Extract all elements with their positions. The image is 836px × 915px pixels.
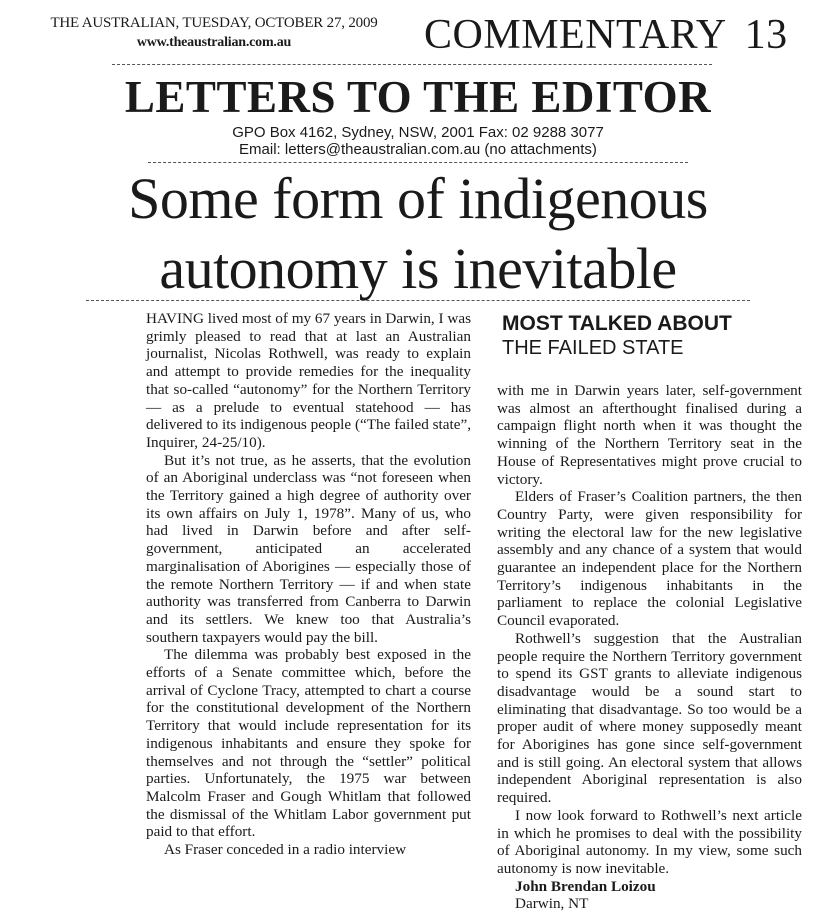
- most-talked-about-box: [502, 312, 732, 360]
- rule-top: [112, 64, 712, 65]
- letter-column-1: [146, 310, 471, 859]
- contact-email[interactable]: Email: letters@theaustralian.com.au (no attachments): [239, 141, 597, 158]
- masthead: [14, 14, 414, 52]
- letter-paragraph: The dilemma was probably best exposed in the efforts of a Senate committee which, before the arrival of Cyclone Tracy, attempted to chart a course for the constitutional development of the Northern Territory that would include representation for its indigenous inhabitants and ensure they spoke for themselves and not through the “settler” political parties. Unfortunately, the 1975 war between Malcolm Fraser and Gough Whitlam that followed the dismissal of the Whitlam Labor government put paid to that effort.: [146, 646, 471, 841]
- contact-postal-fax: GPO Box 4162, Sydney, NSW, 2001 Fax: 02 9288 3077: [232, 124, 604, 141]
- letter-paragraph: with me in Darwin years later, self-government was almost an afterthought finalised during a campaign flight north when it was thought the winning of the Northern Territory seat in the House of Representatives might prove crucial to victory.: [497, 382, 802, 488]
- letter-column-2: [497, 382, 802, 913]
- page-number: 13: [744, 12, 788, 58]
- letter-paragraph: As Fraser conceded in a radio interview: [164, 841, 407, 859]
- contact-block: [0, 124, 836, 158]
- letter-paragraph: HAVING lived most of my 67 years in Darwin, I was grimly pleased to read that at last an Australian journalist, Nicolas Rothwell, was ready to explain and attempt to provide remedies for the inequality that so-called “autonomy” for the Northern Territory — as a prelude to eventual statehood — has delivered to its indigenous people (“The failed state”, Inquirer, 24-25/10).: [146, 310, 471, 451]
- letter-paragraph: But it’s not true, as he asserts, that the evolution of an Aboriginal underclass was “not foreseen when the Territory gained a high degree of authority over its own affairs on July 1, 1978”. Many of us, who had lived in Darwin before and after self-government, anticipated an accelerated marginalisation of Aborigines — especially those of the remote Northern Territory — if and when state authority was transferred from Canberra to Darwin and its settlers. We knew too that Australia’s southern taxpayers would pay the bill.: [146, 451, 471, 646]
- letter-paragraph: Rothwell’s suggestion that the Australian people require the Northern Territory government to spend its GST grants to alleviate indigenous disadvantage would be a sound start to eliminating that disadvantage. So too would be a proper audit of where money supposedly meant for Aborigines has gone since self-government and is still going. An electoral system that allows independent Aboriginal representation is also required.: [497, 629, 802, 807]
- letters-title: LETTERS TO THE EDITOR: [124, 72, 712, 122]
- rule-contact: [148, 162, 688, 163]
- masthead-url[interactable]: www.theaustralian.com.au: [136, 35, 292, 50]
- most-talked-subject: THE FAILED STATE: [502, 337, 684, 359]
- headline: [0, 164, 836, 304]
- section-title: COMMENTARY: [424, 12, 727, 58]
- rule-headline: [86, 300, 750, 301]
- headline-line-2: autonomy is inevitable: [159, 236, 677, 301]
- letter-author: John Brendan Loizou: [515, 877, 656, 895]
- letter-paragraph: I now look forward to Rothwell’s next article in which he promises to deal with the possibility of Aboriginal autonomy. In my view, some such autonomy is now inevitable.: [497, 806, 802, 877]
- masthead-date-line: THE AUSTRALIAN, TUESDAY, OCTOBER 27, 2009: [50, 15, 378, 31]
- letter-paragraph: Elders of Fraser’s Coalition partners, the then Country Party, were given responsibility for writing the electoral law for the new legislative assembly and any chance of a system that would guarantee an independent place for the Northern Territory’s indigenous inhabitants in the parliament to replace the colonial Legislative Council evaporated.: [497, 488, 802, 630]
- most-talked-kicker: MOST TALKED ABOUT: [502, 312, 732, 335]
- section-header: [424, 10, 788, 60]
- letter-location: Darwin, NT: [515, 895, 589, 913]
- headline-line-1: Some form of indigenous: [128, 166, 708, 231]
